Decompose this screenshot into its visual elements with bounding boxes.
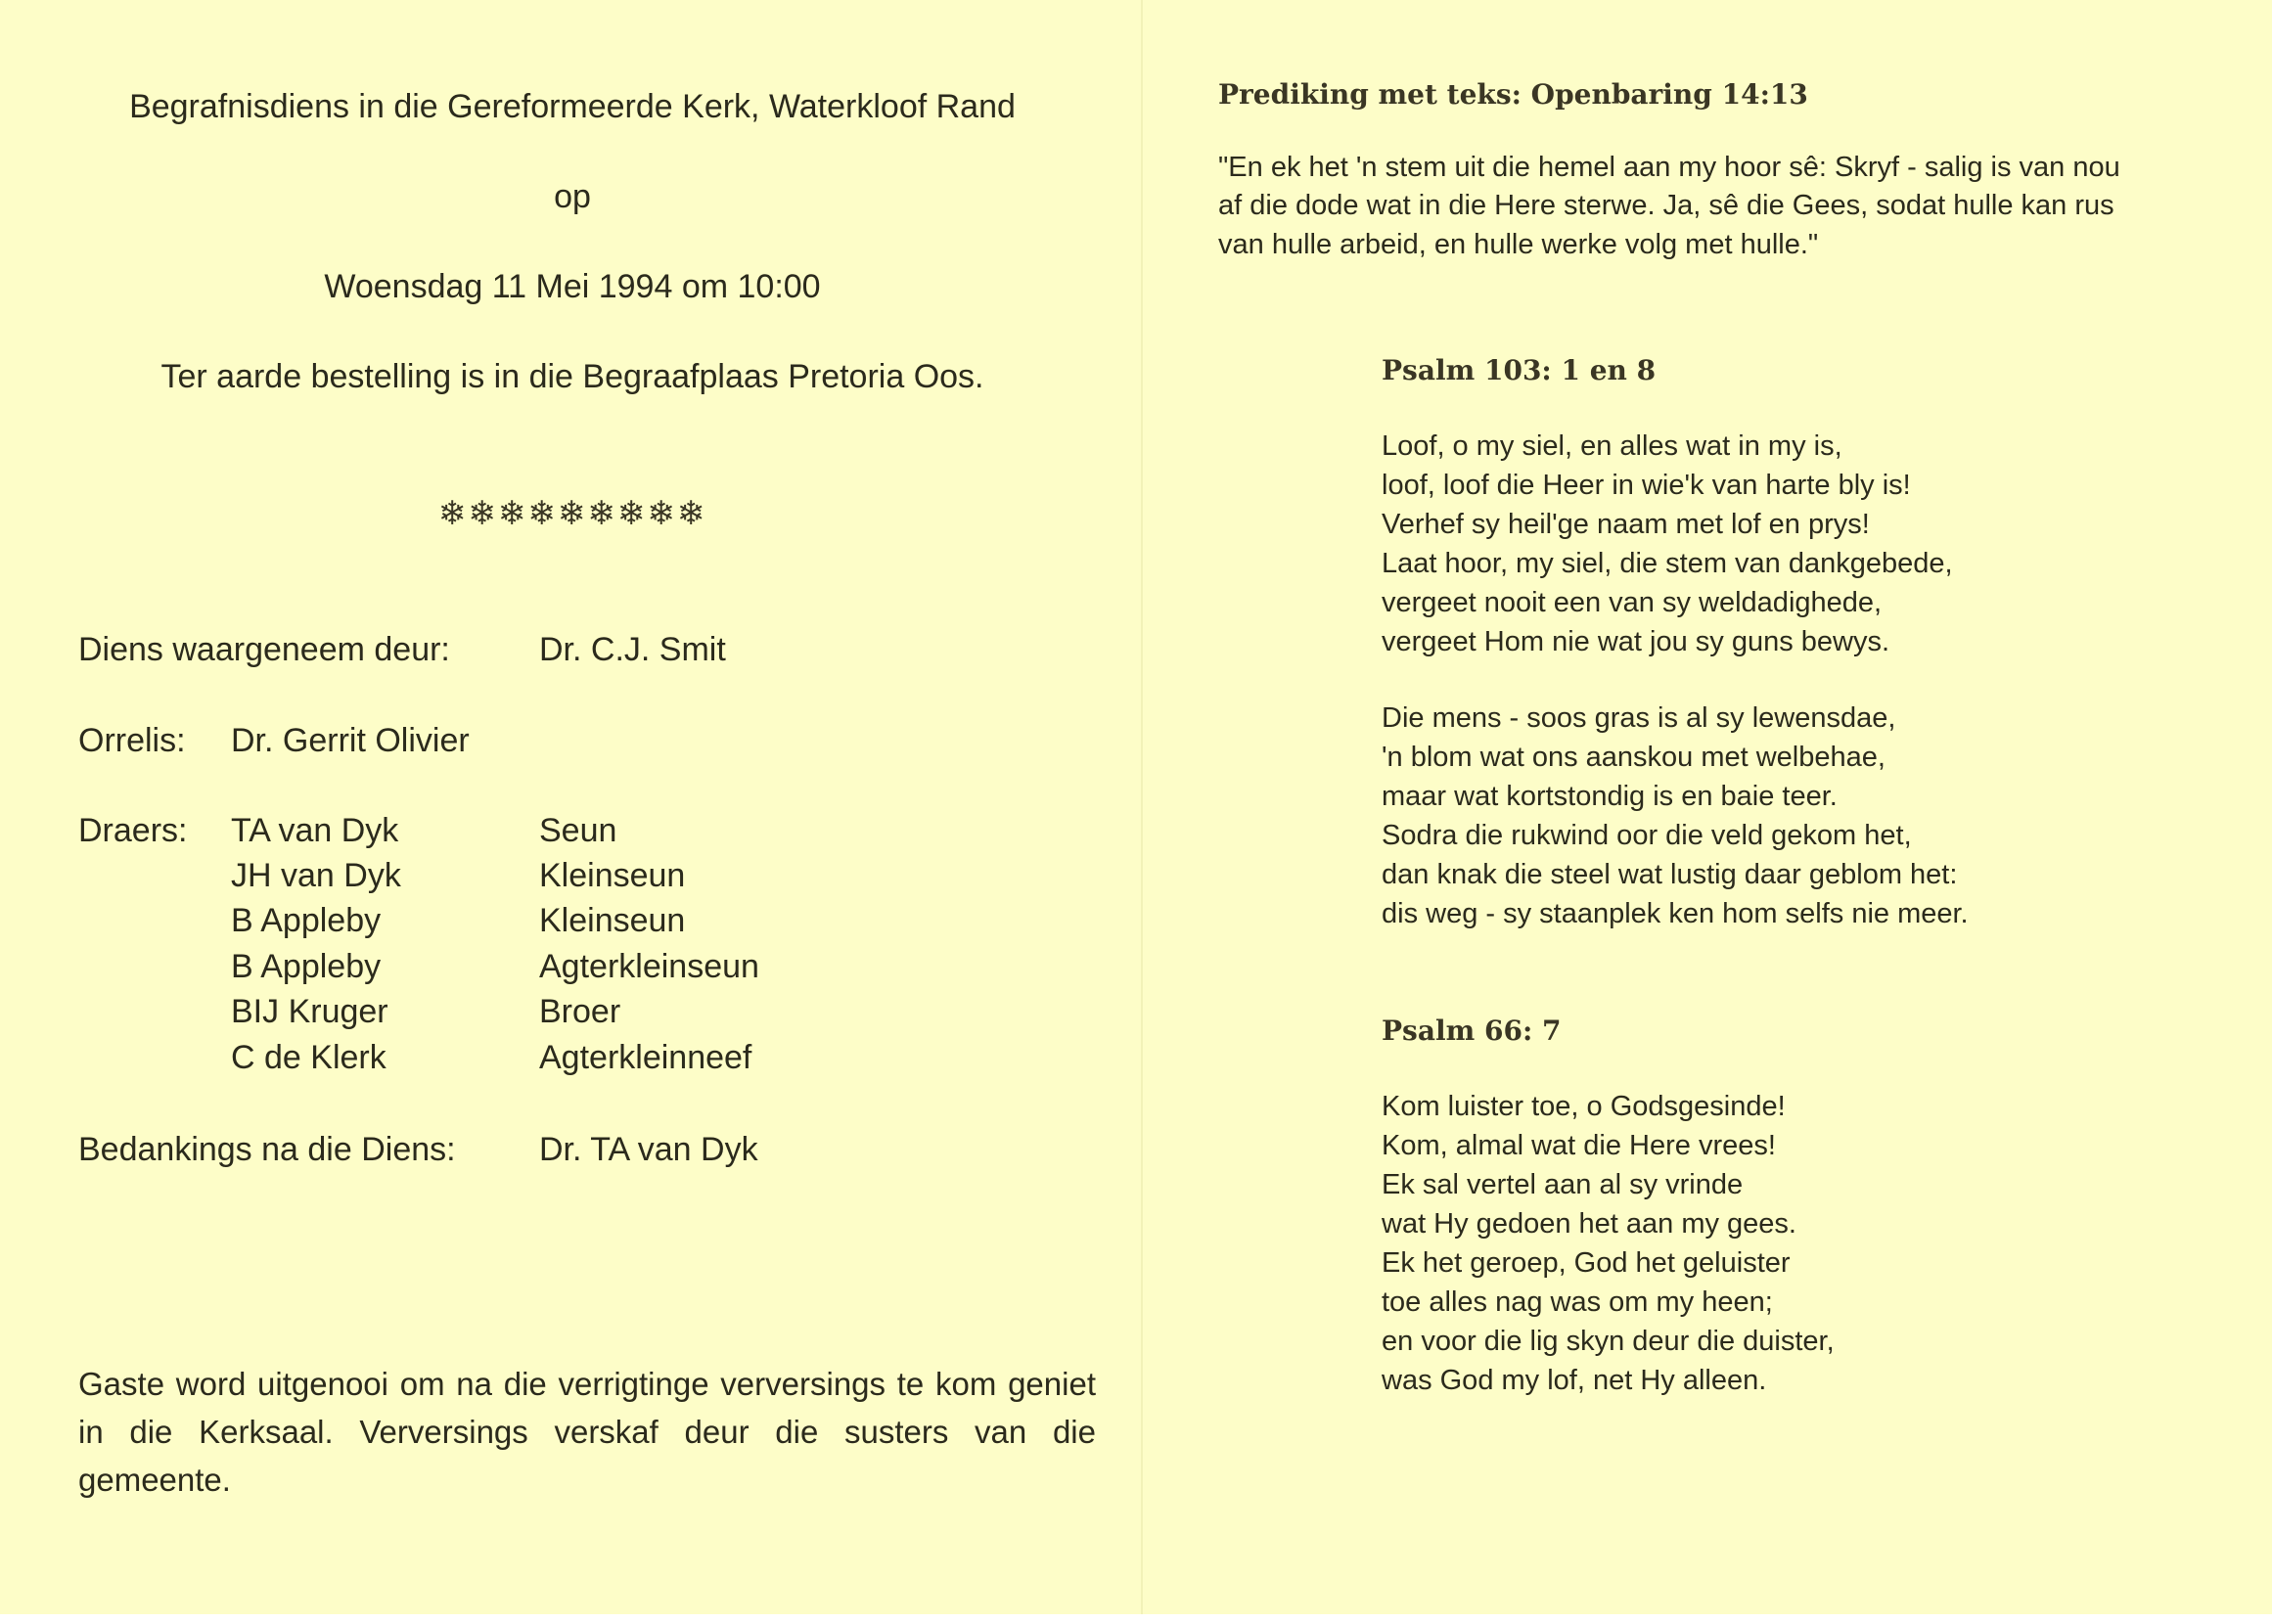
bearer-name: C de Klerk (231, 1039, 386, 1076)
officiant-value: Dr. C.J. Smit (539, 631, 726, 668)
psalm-verse-line: wat Hy gedoen het aan my gees. (1382, 1208, 1796, 1240)
thanks-label: Bedankings na die Diens: (78, 1131, 456, 1168)
op-line: op (554, 178, 591, 215)
psalm-verse-line: 'n blom wat ons aanskou met welbehae, (1382, 742, 1886, 773)
psalm-103-heading: Psalm 103: 1 en 8 (1382, 354, 1657, 386)
bearer-name: B Appleby (231, 948, 382, 985)
sermon-text-line: van hulle arbeid, en hulle werke volg met hulle." (1218, 229, 1819, 260)
bearer-name: TA van Dyk (231, 812, 399, 849)
psalm-verse-line: Die mens - soos gras is al sy lewensdae, (1382, 702, 1896, 734)
psalm-verse-line: dis weg - sy staanplek ken hom selfs nie meer. (1382, 898, 1969, 929)
psalm-verse-line: toe alles nag was om my heen; (1382, 1286, 1773, 1318)
psalm-verse-line: Ek sal vertel aan al sy vrinde (1382, 1169, 1744, 1200)
bearer-name: B Appleby (231, 902, 382, 939)
bearer-relation: Agterkleinseun (539, 948, 759, 985)
bearer-name: BIJ Kruger (231, 993, 388, 1030)
organist-label: Orrelis: (78, 722, 186, 759)
organist-value: Dr. Gerrit Olivier (231, 722, 470, 759)
snowflake-ornament: ❄❄❄❄❄❄❄❄❄ (437, 495, 707, 532)
psalm-verse-line: Loof, o my siel, en alles wat in my is, (1382, 430, 1842, 462)
bearer-relation: Seun (539, 812, 617, 849)
psalm-verse-line: en voor die lig skyn deur die duister, (1382, 1326, 1835, 1357)
bearer-relation: Broer (539, 993, 621, 1030)
psalm-verse-line: Kom luister toe, o Godsgesinde! (1382, 1091, 1786, 1122)
psalm-verse-line: Sodra die rukwind oor die veld gekom het, (1382, 820, 1912, 851)
bearer-relation: Kleinseun (539, 857, 686, 894)
sermon-text-line: "En ek het 'n stem uit die hemel aan my hoor sê: Skryf - salig is van nou (1218, 152, 2120, 183)
psalm-verse-line: dan knak die steel wat lustig daar geblom het: (1382, 859, 1958, 890)
psalm-66-heading: Psalm 66: 7 (1382, 1015, 1562, 1047)
officiant-label: Diens waargeneem deur: (78, 631, 450, 668)
bearer-relation: Kleinseun (539, 902, 686, 939)
sermon-heading: Prediking met teks: Openbaring 14:13 (1218, 78, 1808, 111)
refreshments-invitation: Gaste word uitgenooi om na die verrigtinge verversings te kom geniet in die Kerksaal. Verversings verskaf deur die susters van die gemeente. (78, 1366, 1096, 1498)
bearer-relation: Agterkleinneef (539, 1039, 752, 1076)
psalm-verse-line: vergeet nooit een van sy weldadighede, (1382, 587, 1883, 618)
psalm-verse-line: Verhef sy heil'ge naam met lof en prys! (1382, 509, 1870, 540)
sermon-text-line: af die dode wat in die Here sterwe. Ja, sê die Gees, sodat hulle kan rus (1218, 190, 2114, 221)
date-line: Woensdag 11 Mei 1994 om 10:00 (324, 268, 821, 305)
bearer-name: JH van Dyk (231, 857, 401, 894)
psalm-verse-line: Ek het geroep, God het geluister (1382, 1247, 1791, 1279)
center-fold (1141, 0, 1143, 1614)
burial-line: Ter aarde bestelling is in die Begraafplaas Pretoria Oos. (160, 358, 984, 395)
psalm-verse-line: maar wat kortstondig is en baie teer. (1382, 781, 1838, 812)
psalm-verse-line: vergeet Hom nie wat jou sy guns bewys. (1382, 626, 1890, 657)
psalm-verse-line: loof, loof die Heer in wie'k van harte bly is! (1382, 470, 1911, 501)
service-line: Begrafnisdiens in die Gereformeerde Kerk, Waterkloof Rand (129, 88, 1016, 125)
psalm-verse-line: Laat hoor, my siel, die stem van dankgebede, (1382, 548, 1953, 579)
psalm-verse-line: Kom, almal wat die Here vrees! (1382, 1130, 1776, 1161)
thanks-value: Dr. TA van Dyk (539, 1131, 758, 1168)
bearers-label: Draers: (78, 812, 188, 849)
psalm-verse-line: was God my lof, net Hy alleen. (1382, 1365, 1767, 1396)
